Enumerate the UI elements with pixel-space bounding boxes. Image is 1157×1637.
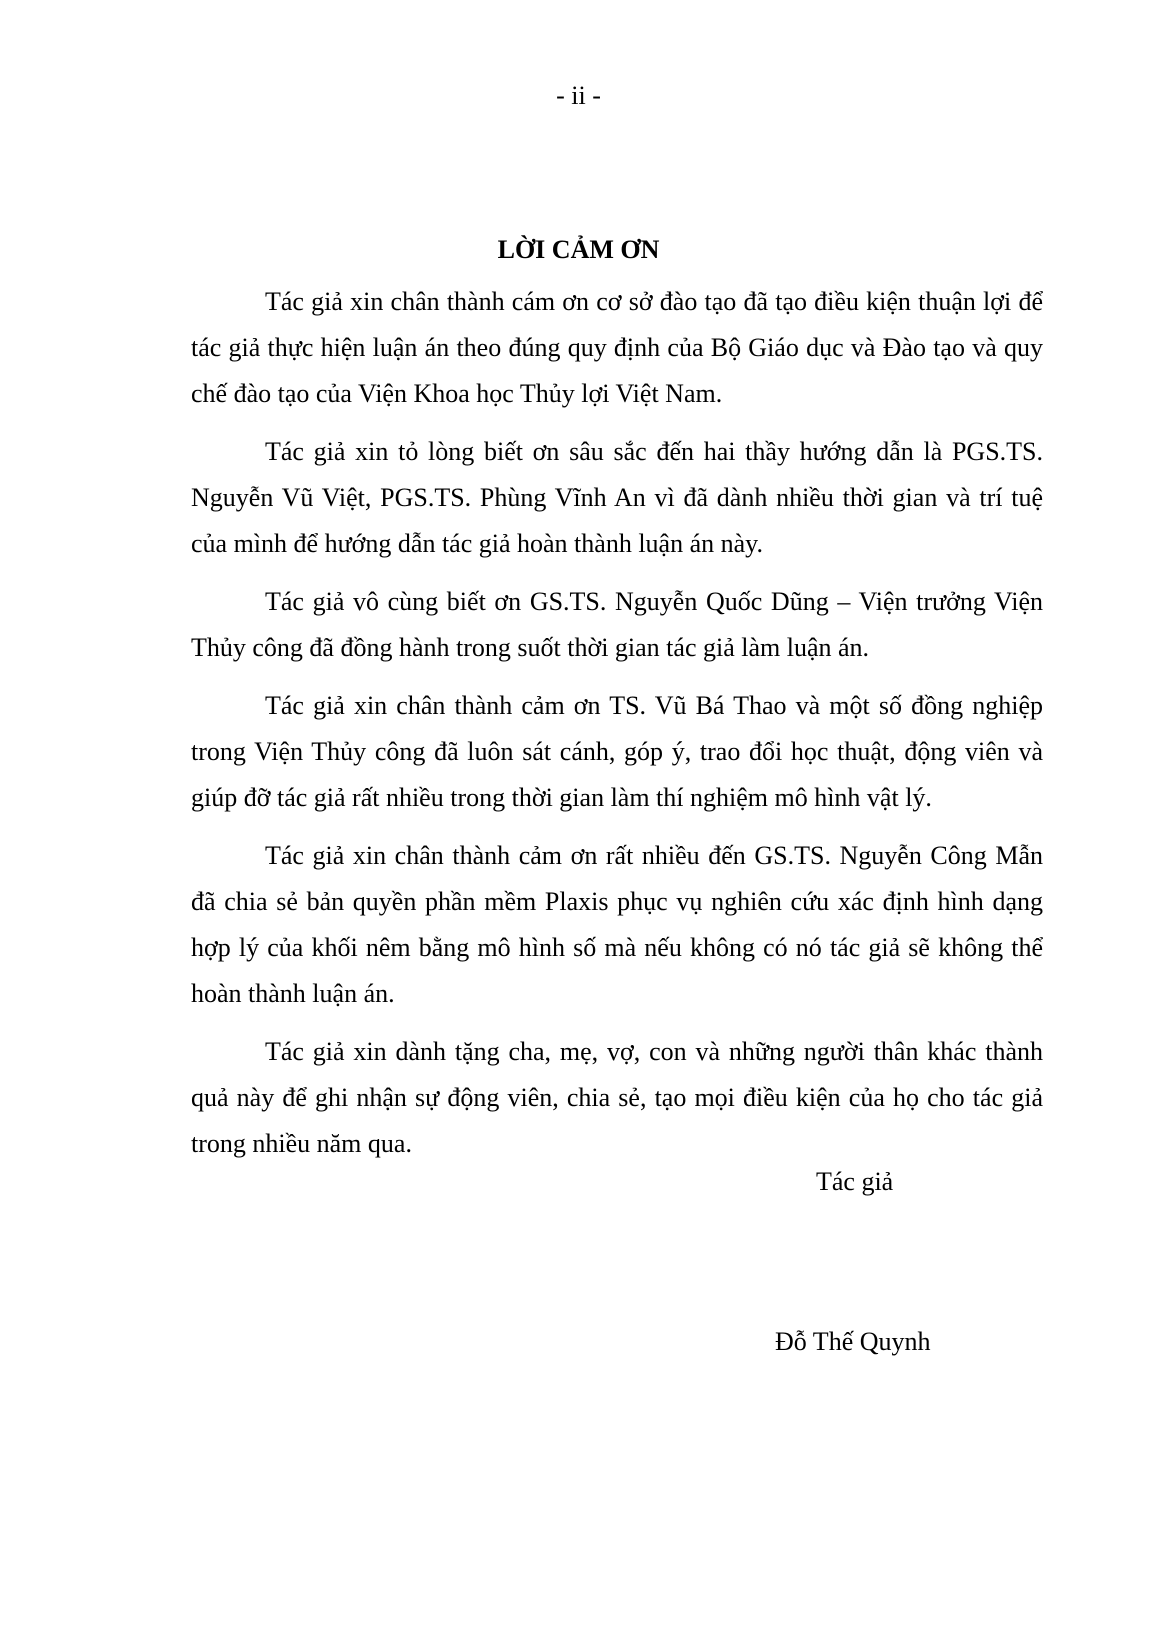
- acknowledgement-body: [191, 279, 1043, 1179]
- paragraph: Tác giả xin dành tặng cha, mẹ, vợ, con và những người thân khác thành quả này để ghi nhận sự động viên, chia sẻ, tạo mọi điều kiện của họ cho tác giả trong nhiều năm qua.: [191, 1037, 1043, 1158]
- paragraph: Tác giả xin tỏ lòng biết ơn sâu sắc đến hai thầy hướng dẫn là PGS.TS. Nguyễn Vũ Việt, PGS.TS. Phùng Vĩnh An vì đã dành nhiều thời gian và trí tuệ của mình để hướng dẫn tác giả hoàn thành luận án này.: [191, 437, 1043, 558]
- paragraph: Tác giả xin chân thành cám ơn cơ sở đào tạo đã tạo điều kiện thuận lợi để tác giả thực hiện luận án theo đúng quy định của Bộ Giáo dục và Đào tạo và quy chế đào tạo của Viện Khoa học Thủy lợi Việt Nam.: [191, 287, 1043, 408]
- page-number: - ii -: [556, 81, 601, 110]
- paragraph: Tác giả vô cùng biết ơn GS.TS. Nguyễn Quốc Dũng – Viện trưởng Viện Thủy công đã đồng hành trong suốt thời gian tác giả làm luận án.: [191, 587, 1043, 662]
- paragraph: Tác giả xin chân thành cảm ơn rất nhiều đến GS.TS. Nguyễn Công Mẫn đã chia sẻ bản quyền phần mềm Plaxis phục vụ nghiên cứu xác định hình dạng hợp lý của khối nêm bằng mô hình số mà nếu không có nó tác giả sẽ không thể hoàn thành luận án.: [191, 841, 1043, 1008]
- signature-role: Tác giả: [816, 1167, 894, 1196]
- paragraph: Tác giả xin chân thành cảm ơn TS. Vũ Bá Thao và một số đồng nghiệp trong Viện Thủy công đã luôn sát cánh, góp ý, trao đổi học thuật, động viên và giúp đỡ tác giả rất nhiều trong thời gian làm thí nghiệm mô hình vật lý.: [191, 691, 1043, 812]
- page-title: LỜI CẢM ƠN: [497, 235, 660, 264]
- signature-name: Đỗ Thế Quynh: [775, 1327, 931, 1356]
